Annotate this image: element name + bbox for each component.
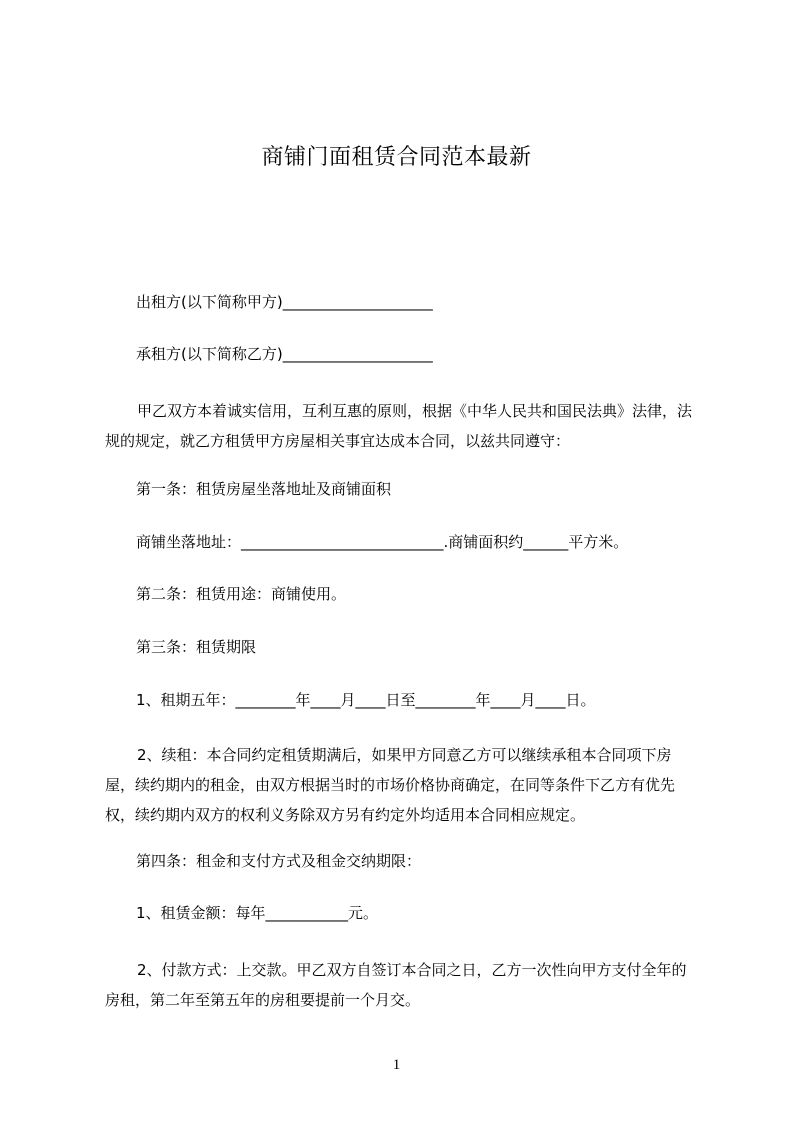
article-1-heading: 第一条：租赁房屋坐落地址及商铺面积 (136, 480, 392, 498)
page-number: 1 (392, 1057, 401, 1073)
shop-address-line: 商铺坐落地址：___________________________.商铺面积约______平方米。 (136, 533, 629, 551)
renewal-paragraph: 2、续租：本合同约定租赁期满后，如果甲方同意乙方可以继续承租本合同项下房屋，续约期内的租金，由双方根据当时的市场价格协商确定，在同等条件下乙方有优先权，续约期内双方的权利义务除双方另有约定外均适用本合同相应规定。 (105, 746, 676, 824)
article-3-heading: 第三条：租赁期限 (136, 638, 257, 656)
payment-paragraph: 2、付款方式：上交款。甲乙双方自签订本合同之日，乙方一次性向甲方支付全年的房租，第二年至第五年的房租要提前一个月交。 (105, 961, 687, 1009)
lease-term-line: 1、租期五年：________年____月____日至________年____月____日。 (136, 691, 596, 709)
lessor-line: 出租方(以下简称甲方)____________________ (136, 293, 433, 311)
article-2-heading: 第二条：租赁用途：商铺使用。 (136, 585, 347, 603)
document-title: 商铺门面租赁合同范本最新 (261, 145, 532, 170)
rent-amount-line: 1、租赁金额：每年___________元。 (136, 904, 379, 922)
article-4-heading: 第四条：租金和支付方式及租金交纳期限： (136, 852, 422, 870)
lessee-line: 承租方(以下简称乙方)____________________ (136, 345, 433, 363)
preamble-paragraph: 甲乙双方本着诚实信用，互利互惠的原则，根据《中华人民共和国民法典》法律，法规的规定，就乙方租赁甲方房屋相关事宜达成本合同，以兹共同遵守： (105, 402, 693, 450)
